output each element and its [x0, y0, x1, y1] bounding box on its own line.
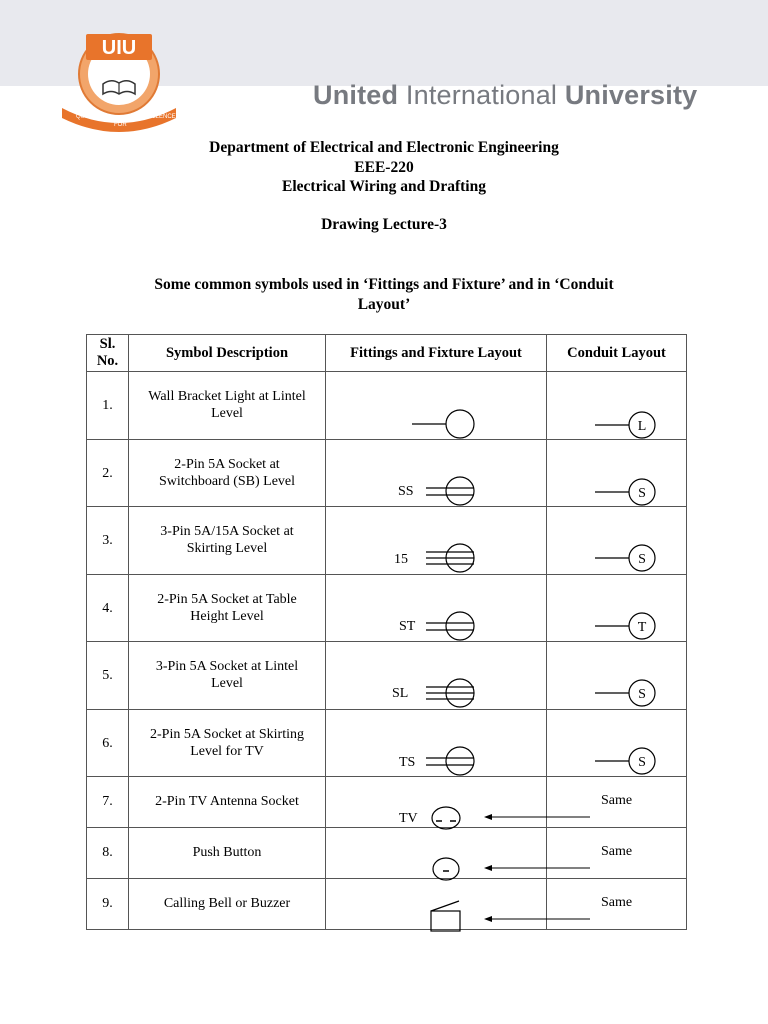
conduit-same-label: Same — [600, 793, 633, 808]
row-description — [133, 456, 321, 490]
conduit-label: S — [638, 687, 646, 702]
header-conduit: Conduit Layout — [547, 335, 687, 372]
description-line: 2-Pin 5A Socket at Skirting — [150, 726, 304, 742]
description-line: 3-Pin 5A Socket at Lintel — [155, 659, 299, 674]
description-line: 2-Pin 5A Socket at — [174, 456, 280, 472]
logo-ribbon-quest: QUEST — [76, 114, 97, 120]
table-row — [87, 574, 687, 642]
table-row — [87, 372, 687, 440]
description-line: Switchboard (SB) Level — [158, 473, 296, 489]
subtitle-line-2: Layout’ — [357, 296, 411, 313]
row-description — [133, 591, 321, 625]
conduit-socket-symbol — [547, 642, 687, 709]
symbols-table — [86, 334, 687, 930]
fitting-label: SL — [392, 686, 409, 701]
tv-socket-symbol — [326, 710, 547, 777]
row-number: 6. — [102, 735, 113, 751]
university-name-part2: International — [398, 80, 558, 110]
conduit-label: T — [637, 619, 647, 635]
fitting-label: TV — [399, 811, 418, 826]
row-description — [133, 726, 321, 760]
row-number: 3. — [102, 533, 113, 548]
header-description: Symbol Description — [129, 335, 326, 372]
course-name: Electrical Wiring and Drafting — [282, 178, 486, 195]
header-fittings: Fittings and Fixture Layout — [326, 335, 547, 372]
description-line: Push Button — [192, 845, 262, 860]
wall-bracket-light-symbol — [326, 372, 547, 439]
conduit-light-symbol — [547, 372, 687, 439]
logo-text: UIU — [101, 37, 137, 59]
row-description — [133, 844, 321, 861]
description-line: 2-Pin TV Antenna Socket — [155, 794, 299, 809]
row-number: 2. — [102, 465, 113, 481]
table-row — [87, 507, 687, 575]
description-line: 2-Pin 5A Socket at Table — [157, 591, 297, 607]
row-number: 1. — [102, 398, 113, 413]
table-header-row — [87, 335, 687, 372]
header-sl-line1: Sl. — [99, 336, 116, 352]
course-code: EEE-220 — [354, 158, 414, 176]
fitting-label: SS — [398, 483, 414, 499]
university-name — [313, 80, 697, 111]
row-number: 9. — [102, 896, 113, 911]
table-row — [87, 709, 687, 777]
document-titles — [0, 138, 768, 197]
table-row — [87, 777, 687, 828]
conduit-same-label: Same — [600, 895, 633, 910]
university-name-part3: University — [557, 80, 698, 110]
row-description — [133, 658, 321, 692]
table-row — [87, 828, 687, 879]
table-row — [87, 879, 687, 930]
section-subtitle — [110, 275, 658, 315]
conduit-label: S — [638, 754, 646, 770]
table-row — [87, 642, 687, 710]
header-sl-line2: No. — [96, 353, 119, 369]
description-line: Height Level — [190, 608, 264, 624]
description-line: Wall Bracket Light at Lintel — [148, 389, 306, 404]
description-line: Skirting Level — [186, 541, 268, 556]
header-sl-no — [87, 335, 129, 372]
row-description — [133, 388, 321, 422]
conduit-socket-symbol — [547, 710, 687, 777]
row-number: 5. — [102, 668, 113, 683]
logo-ribbon-excellence: EXCELLENCE — [136, 114, 176, 120]
two-pin-socket-symbol — [326, 440, 547, 507]
subtitle-line-1: Some common symbols used in ‘Fittings and Fixture’ and in ‘Conduit — [154, 276, 614, 293]
conduit-socket-symbol — [547, 507, 687, 574]
description-line: Level for TV — [190, 743, 264, 759]
fitting-label: ST — [399, 618, 416, 634]
description-line: Level — [211, 406, 243, 421]
table-row — [87, 439, 687, 507]
conduit-label: S — [638, 552, 646, 567]
conduit-socket-symbol — [547, 440, 687, 507]
description-line: Level — [211, 676, 243, 691]
table-height-socket-symbol — [326, 575, 547, 642]
conduit-socket-symbol — [547, 575, 687, 642]
lintel-socket-symbol — [326, 642, 547, 709]
logo-ribbon-for: FOR — [114, 122, 127, 128]
row-number: 8. — [102, 845, 113, 860]
conduit-same-label: Same — [600, 844, 633, 859]
university-logo — [54, 28, 184, 132]
row-description — [133, 523, 321, 557]
fitting-label: 15 — [394, 552, 408, 567]
department-title: Department of Electrical and Electronic Engineering — [209, 139, 559, 156]
row-number: 7. — [102, 794, 113, 809]
conduit-label: L — [637, 419, 647, 434]
three-pin-socket-symbol — [326, 507, 547, 574]
university-name-part1: United — [313, 80, 399, 110]
fitting-label: TS — [399, 754, 416, 770]
row-description — [133, 895, 321, 912]
row-description — [133, 793, 321, 810]
description-line: 3-Pin 5A/15A Socket at — [160, 524, 294, 539]
row-number: 4. — [102, 600, 113, 616]
description-line: Calling Bell or Buzzer — [163, 896, 291, 911]
conduit-label: S — [638, 485, 646, 501]
lecture-title: Drawing Lecture-3 — [321, 216, 447, 233]
